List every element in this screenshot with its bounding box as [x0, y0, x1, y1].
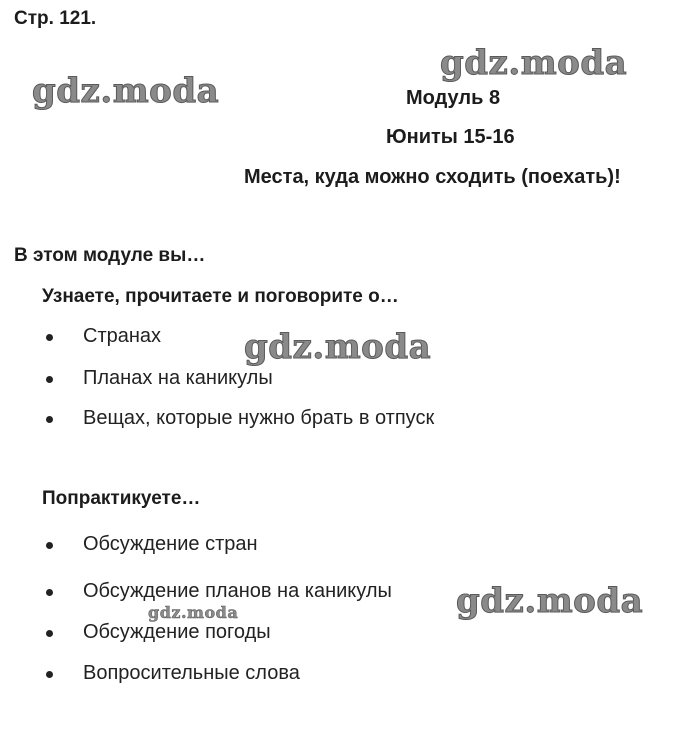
bullet-icon: [46, 376, 53, 383]
list-item-text: Вопросительные слова: [83, 662, 300, 684]
module-title: Модуль 8: [406, 87, 501, 109]
watermark-logo: gdz.moda: [244, 327, 432, 367]
section-heading: В этом модуле вы…: [14, 245, 206, 266]
topic-title: Места, куда можно сходить (поехать)!: [244, 166, 621, 188]
bullet-icon: [46, 416, 53, 423]
watermark-logo: gdz.moda: [456, 581, 644, 621]
page-number-label: Стр. 121.: [14, 8, 97, 29]
list-item-text: Обсуждение планов на каникулы: [83, 580, 392, 602]
bullet-icon: [46, 589, 53, 596]
watermark-logo: gdz.moda: [148, 603, 239, 622]
learn-heading: Узнаете, прочитаете и поговорите о…: [42, 286, 399, 307]
list-item-text: Обсуждение стран: [83, 533, 258, 555]
watermark-logo: gdz.moda: [440, 43, 628, 83]
list-item-text: Планах на каникулы: [83, 367, 273, 389]
bullet-icon: [46, 671, 53, 678]
list-item-text: Странах: [83, 325, 162, 347]
practice-heading: Попрактикуете…: [42, 488, 201, 509]
bullet-icon: [46, 630, 53, 637]
list-item-text: Вещах, которые нужно брать в отпуск: [83, 407, 435, 429]
bullet-icon: [46, 542, 53, 549]
bullet-icon: [46, 334, 53, 341]
units-title: Юниты 15-16: [386, 126, 515, 148]
watermark-logo: gdz.moda: [32, 71, 220, 111]
list-item-text: Обсуждение погоды: [83, 621, 271, 643]
